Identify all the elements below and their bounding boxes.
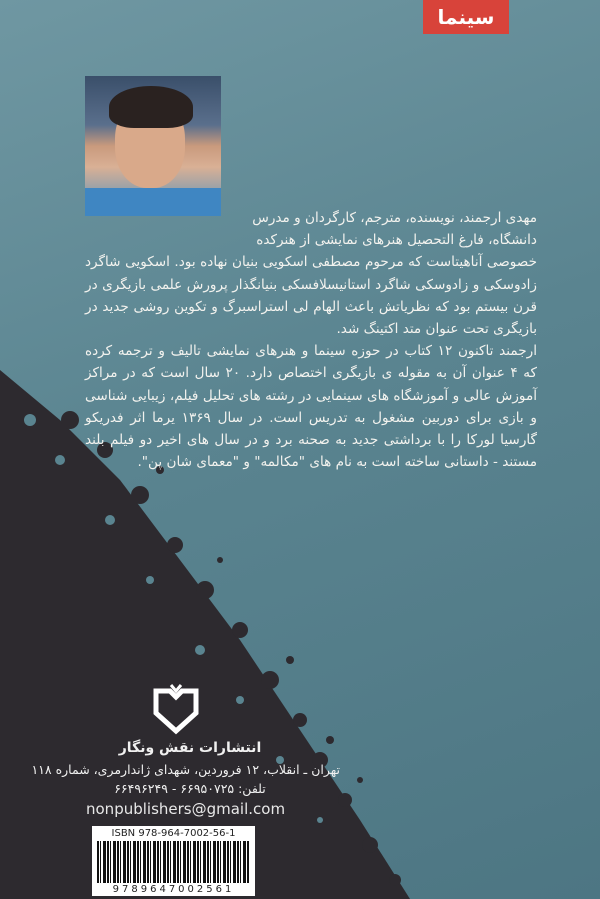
barcode-digits: 9789647002561 (112, 884, 235, 895)
publisher-info (31, 740, 340, 796)
isbn-barcode (92, 826, 255, 896)
bio-paragraph-2: ارجمند تاکنون ۱۲ کتاب در حوزه سینما و هنرهای نمایشی تالیف و ترجمه کرده که ۴ عنوان آن به مقوله ی بازیگری اختصاص دارد. ۲۰ سال است که در مراکز آموزش عالی و آموزشگاه های سینمایی در رشته های تحلیل فیلم، زیبایی شناسی و بازی برای دوربین مشغول به تدریس است. در سال ۱۳۶۹ یرما اثر فدریکو گارسیا لورکا را با برداشتی جدید به صحنه برد و در سال های اخیر دو فیلم بلند مستند - داستانی ساخته است به نام های "مکالمه" و "معمای شان پن". (85, 343, 537, 471)
author-bio (85, 207, 537, 473)
publisher-name: انتشارات نقش ونگار (118, 740, 262, 756)
publisher-address: تهران ـ انقلاب، ۱۲ فروردین، شهدای ژاندارمری، شماره ۱۱۸ (31, 762, 340, 777)
author-photo (85, 76, 221, 216)
publisher-logo-icon (152, 683, 200, 735)
publisher-phone: تلفن: ۶۶۹۵۰۷۲۵ - ۶۶۴۹۶۲۴۹ (114, 781, 266, 796)
isbn-text: ISBN 978-964-7002-56-1 (111, 828, 236, 839)
publisher-email: nonpublishers@gmail.com (86, 800, 286, 818)
category-badge: سینما (423, 0, 509, 34)
bio-line-1: مهدی ارجمند، نویسنده، مترجم، کارگردان و مدرس (252, 210, 537, 226)
bio-line-2: دانشگاه، فارغ التحصیل هنرهای نمایشی از هنرکده (256, 232, 537, 249)
barcode-bars (97, 841, 250, 883)
bio-paragraph-1: خصوصی آناهیتاست که مرحوم مصطفی اسکویی بنیان نهاده بود. اسکویی شاگرد زادوسکی و زادوسکی شاگرد استانیسلافسکی بنیانگذار پرورش علمی بازیگری در قرن بیستم بود که نظریاتش باعث الهام لی استراسبرگ و تکوین روشی جدید در بازیگری تحت عنوان متد اکتینگ شد. (85, 254, 537, 338)
